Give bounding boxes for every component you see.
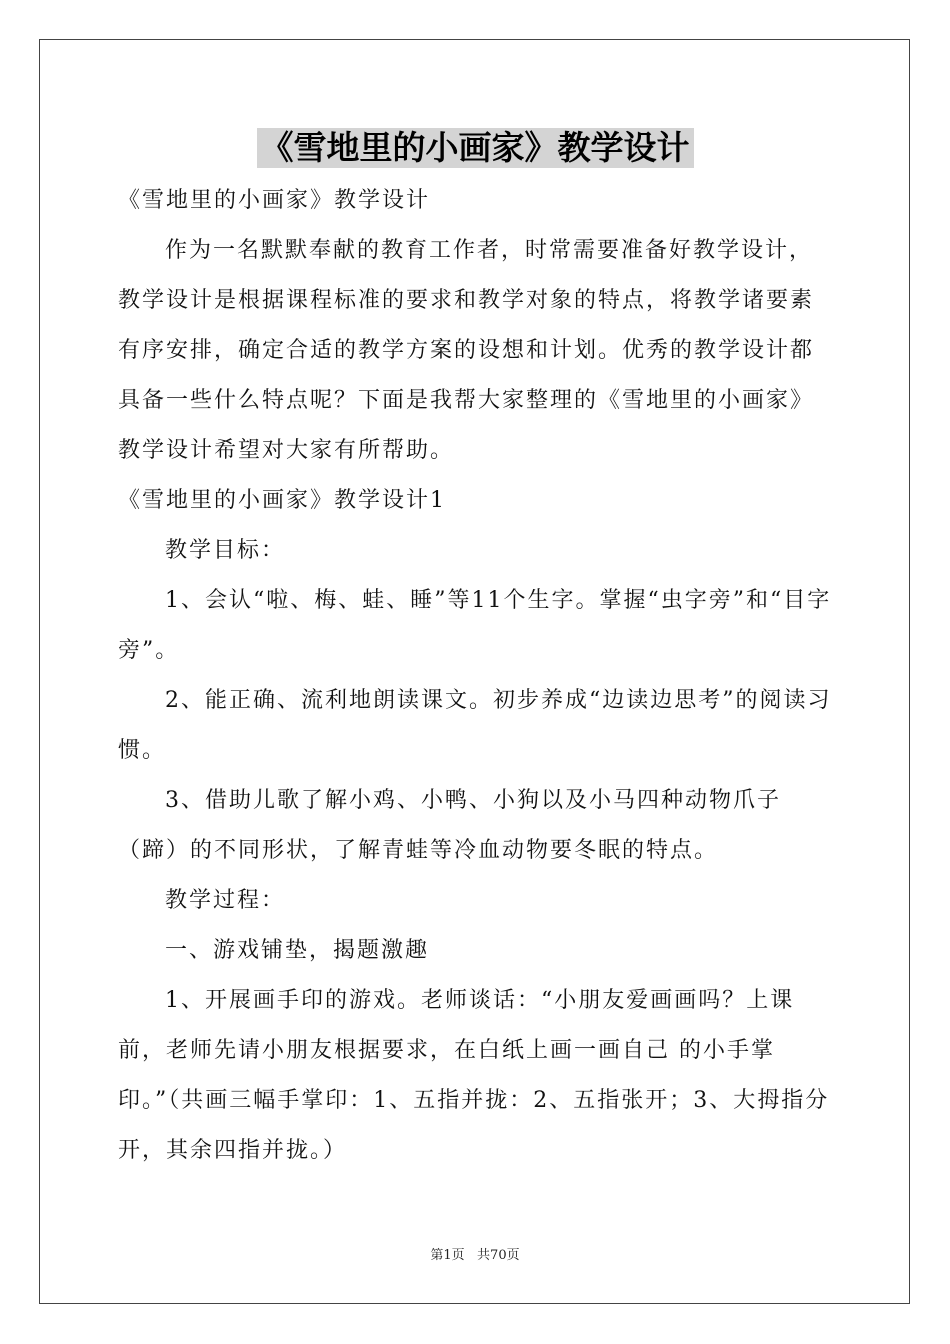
paragraph: 2、能正确、流利地朗读课文。初步养成“边读边思考”的阅读习惯。 [118, 688, 832, 763]
page-number: 第1页 共70页 [430, 1248, 520, 1263]
paragraph: 《雪地里的小画家》教学设计1 [118, 488, 446, 513]
paragraph: 一、游戏铺垫，揭题激趣 [165, 938, 430, 963]
document-title: 《雪地里的小画家》教学设计 [257, 128, 694, 168]
paragraph: 《雪地里的小画家》教学设计 [118, 188, 431, 213]
paragraph: 3、借助儿歌了解小鸡、小鸭、小狗以及小马四种动物爪子（蹄）的不同形状，了解青蛙等冷血动物要冬眠的特点。 [118, 788, 781, 863]
title-container [0, 128, 950, 168]
paragraph: 1、会认“啦、梅、蛙、睡”等11个生字。掌握“虫字旁”和“目字旁”。 [118, 588, 832, 663]
paragraph: 作为一名默默奉献的教育工作者，时常需要准备好教学设计，教学设计是根据课程标准的要求和教学对象的特点，将教学诸要素有序安排，确定合适的教学方案的设想和计划。优秀的教学设计都具备一些什么特点呢？下面是我帮大家整理的《雪地里的小画家》教学设计希望对大家有所帮助。 [118, 238, 815, 463]
paragraph: 1、开展画手印的游戏。老师谈话：“小朋友爱画画吗？上课前，老师先请小朋友根据要求，在白纸上画一画自己 的小手掌印。”（共画三幅手掌印：1、五指并拢：2、五指张开；3、大拇指分开，其余四指并拢。） [118, 988, 830, 1163]
paragraph: 教学目标： [165, 538, 286, 563]
paragraph: 教学过程： [165, 888, 286, 913]
page-footer [0, 1246, 950, 1266]
document-body [118, 176, 834, 1176]
